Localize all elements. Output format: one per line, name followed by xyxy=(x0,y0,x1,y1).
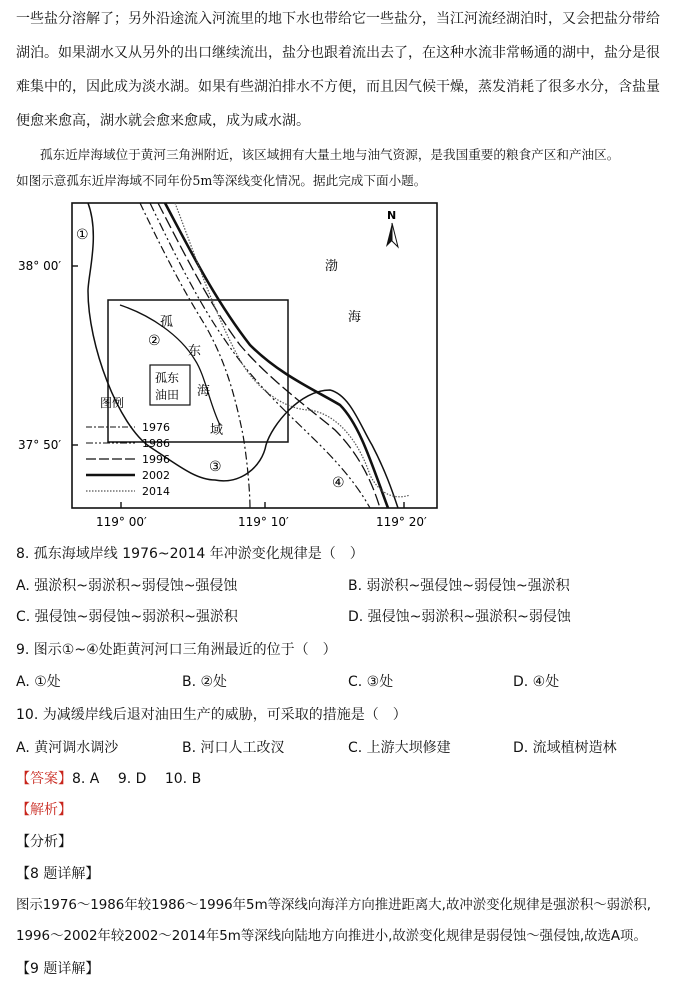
passage-line-1: 一些盐分溶解了；另外沿途流入河流里的地下水也带给它一些盐分，当江河流经湖泊时，又会把盐分带给 xyxy=(16,11,660,27)
lat-label-3750: 37° 50′ xyxy=(18,438,62,452)
isobath-map xyxy=(0,195,692,535)
q10-stem: 10. 为减缓岸线后退对油田生产的威胁，可采取的措施是（ ） xyxy=(16,707,407,723)
q8-detail-line-1: 图示1976～1986年较1986～1996年5m等深线向海洋方向推进距离大,故冲淤变化规律是强淤积～弱淤积, xyxy=(16,898,652,913)
lon-label-11920: 119° 20′ xyxy=(376,515,427,529)
q8-option-b: B. 弱淤积~强侵蚀~弱侵蚀~强淤积 xyxy=(348,578,570,594)
q10-option-c: C. 上游大坝修建 xyxy=(348,740,451,756)
region-char-1: 孤 xyxy=(160,315,174,330)
intro-line-1: 孤东近岸海域位于黄河三角洲附近，该区域拥有大量土地与油气资源，是我国重要的粮食产区和产油区。 xyxy=(40,147,620,162)
legend-2002: 2002 xyxy=(142,469,170,482)
q9-option-a: A. ①处 xyxy=(16,674,61,690)
q9-option-c: C. ③处 xyxy=(348,674,394,690)
lat-label-38: 38° 00′ xyxy=(18,259,62,273)
region-char-3: 海 xyxy=(197,384,211,399)
q8-option-a: A. 强淤积~弱淤积~弱侵蚀~强侵蚀 xyxy=(16,578,238,594)
passage-line-3: 难集中的，因此成为淡水湖。如果有些湖泊排水不方便，而且因气候干燥，蒸发消耗了很多水分，含盐量 xyxy=(16,79,660,95)
q10-option-b: B. 河口人工改汊 xyxy=(182,740,285,756)
lon-label-11910: 119° 10′ xyxy=(238,515,289,529)
region-char-4: 域 xyxy=(210,423,224,438)
answer-line xyxy=(16,770,201,788)
legend-title: 图例 xyxy=(100,396,125,410)
oilfield-line-2: 油田 xyxy=(155,388,180,402)
analysis-label: 【解析】 xyxy=(16,802,72,818)
north-label: N xyxy=(387,209,397,222)
site-4: ④ xyxy=(332,475,345,491)
legend-2014: 2014 xyxy=(142,485,170,498)
q8-option-d: D. 强侵蚀~弱淤积~强淤积~弱侵蚀 xyxy=(348,609,571,625)
q9-detail-label: 【9 题详解】 xyxy=(16,961,100,977)
q8-option-c: C. 强侵蚀~弱侵蚀~弱淤积~强淤积 xyxy=(16,609,238,625)
q10-option-a: A. 黄河调水调沙 xyxy=(16,740,119,756)
q10-option-d: D. 流域植树造林 xyxy=(513,740,617,756)
fenxi-label: 【分析】 xyxy=(16,834,72,850)
intro-line-2: 如图示意孤东近岸海域不同年份5m等深线变化情况。据此完成下面小题。 xyxy=(16,173,427,188)
passage-line-2: 湖泊。如果湖水又从另外的出口继续流出，盐分也跟着流出去了，在这种水流非常畅通的湖中，盐分是很 xyxy=(16,45,660,61)
q9-option-d: D. ④处 xyxy=(513,674,560,690)
q8-detail-label: 【8 题详解】 xyxy=(16,866,100,882)
oilfield-line-1: 孤东 xyxy=(155,371,180,385)
answer-label: 【答案】 xyxy=(16,771,72,787)
q9-option-b: B. ②处 xyxy=(182,674,228,690)
site-3: ③ xyxy=(209,459,222,475)
answer-text: 8. A 9. D 10. B xyxy=(72,771,202,787)
coastline xyxy=(88,203,398,508)
study-area-box xyxy=(108,300,288,442)
map-frame xyxy=(72,203,437,508)
q8-stem: 8. 孤东海域岸线 1976~2014 年冲淤变化规律是（ ） xyxy=(16,546,364,562)
legend-1996: 1996 xyxy=(142,453,170,466)
region-char-2: 东 xyxy=(188,344,202,359)
north-arrow-icon xyxy=(386,223,398,247)
sea-char-1: 渤 xyxy=(325,259,339,274)
site-1: ① xyxy=(76,227,89,243)
isobath-2014 xyxy=(175,203,410,497)
legend-1986: 1986 xyxy=(142,437,170,450)
passage-line-4: 便愈来愈高，湖水就会愈来愈咸，成为咸水湖。 xyxy=(16,113,310,129)
q9-stem: 9. 图示①~④处距黄河河口三角洲最近的位于（ ） xyxy=(16,642,337,658)
legend-1976: 1976 xyxy=(142,421,170,434)
sea-char-2: 海 xyxy=(348,310,362,325)
q8-detail-line-2: 1996～2002年较2002～2014年5m等深线向陆地方向推进小,故淤变化规律是弱侵蚀～强侵蚀,故选A项。 xyxy=(16,929,647,944)
site-2: ② xyxy=(148,333,161,349)
lon-label-11900: 119° 00′ xyxy=(96,515,147,529)
